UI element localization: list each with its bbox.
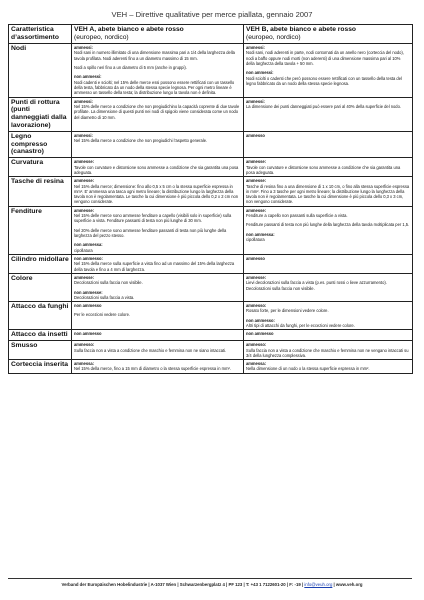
footer-divider	[8, 578, 412, 579]
table-row	[9, 330, 413, 341]
col-header-title: VEH A, abete bianco e abete rosso	[74, 26, 184, 33]
rule-label: ammesse:	[246, 274, 267, 280]
table-row	[9, 254, 413, 273]
row-characteristic: Fenditure	[9, 206, 72, 254]
cell-veh-a	[72, 177, 244, 207]
rule-text: Nel 15% della merce a condizione che non pregiudichi l’aspetto generale.	[74, 138, 208, 144]
col-header-title: Caratteristica d’assortimento	[11, 26, 59, 42]
rule-text: Altri tipi di attacchi da funghi, per le eccezioni vedere colore.	[246, 323, 355, 329]
rule-text: Nodi sani, nodi aderenti in parte, nodi contornati da un anello nero (corteccia del nodo), nodi a baffo oppure nodi morti (non aderenti) di una dimensione massima pari al 10% della larghezza della tavola + 50 mm.	[246, 50, 404, 66]
rule-label: non ammesso:	[74, 255, 103, 261]
rule-label: ammesse:	[74, 159, 95, 165]
cell-veh-a	[72, 302, 244, 330]
row-characteristic: Colore	[9, 273, 72, 301]
col-header-veh-b	[244, 25, 413, 44]
col-header-title: VEH B, abete bianco e abete rosso	[246, 26, 357, 33]
rule-text: Sulla faccia non a vista a condizione che maschio e femmina non ne vengano intaccati su 3/4 della lunghezza complessiva.	[246, 347, 409, 358]
rule-label: ammesso:	[246, 303, 267, 309]
rule-label: non ammesso	[74, 303, 102, 309]
table-row	[9, 302, 413, 330]
cell-veh-a	[72, 360, 244, 374]
rule-text: Nodi sciolti o cadenti che però possono essere rettificati con un tassello della testa del legno fabbricato da un nodo della stessa specie legnosa.	[246, 75, 402, 86]
cell-veh-b	[244, 158, 413, 177]
rule-text: Tasche di resina fino a una dimensione di 1 x 10 cm, o fino alla stessa superficie espressa in mm². Fino a 3 tasche per ogni metro lineare; la distribuzione lungo la lunghezza della tavola non è regolamentata. Le tasche la cui dimensione è più piccola dello 0,3 x 3 cm, non vengono considerate.	[246, 183, 410, 205]
rule-text: Decolorazioni sulla faccia a vista.	[74, 294, 135, 300]
cell-veh-b	[244, 177, 413, 207]
rule-text: La dimensione dei punti danneggiati può essere pari al 40% della superficie del nodo.	[246, 103, 401, 109]
rule-label: ammesse:	[74, 274, 95, 280]
row-characteristic: Curvatura	[9, 158, 72, 177]
rule-label: non ammesso	[246, 331, 274, 337]
cell-veh-b	[244, 131, 413, 157]
cell-veh-a	[72, 131, 244, 157]
rule-label: ammesso:	[74, 342, 95, 348]
rule-label: ammessi:	[74, 132, 93, 138]
table-row	[9, 206, 413, 254]
table-body	[9, 44, 413, 374]
cell-veh-a	[72, 341, 244, 360]
cell-veh-a	[72, 273, 244, 301]
rule-text: Nel 15% della merce sulla superficie a vista fino ad un massimo del 15% della larghezza della tavola e fino a 4 mm di larghezza.	[74, 261, 235, 272]
table-row	[9, 97, 413, 131]
rule-label: ammesso	[246, 255, 265, 261]
cell-veh-b	[244, 97, 413, 131]
col-header-subtitle: (europeo, nordico)	[246, 34, 301, 42]
row-characteristic: Corteccia inserita	[9, 360, 72, 374]
rule-label: ammessa:	[246, 361, 267, 367]
cell-veh-a	[72, 206, 244, 254]
cell-veh-a	[72, 97, 244, 131]
footer-email-link[interactable]: info@veuh.org	[304, 582, 333, 587]
rule-text: Sulla faccia non a vista a condizione che maschio e femmina non ne siano intaccati.	[74, 347, 227, 353]
rule-label: ammesse:	[246, 178, 267, 184]
row-characteristic: Punti di rottura (punti danneggiati dalla lavorazione)	[9, 97, 72, 131]
rule-text: Lievi decolorazioni sulla faccia a vista (p.es. punti rossi o lieve azzurramento). Decolorazioni sulla faccia non visibile.	[246, 280, 387, 291]
rule-text: Nella dimensione di un nodo o la stessa superficie espressa in mm².	[246, 366, 370, 372]
rule-label: non ammessi:	[74, 74, 102, 80]
table-row	[9, 360, 413, 374]
rule-label: ammesso:	[246, 342, 267, 348]
rule-text: Nel 15% delle merce a condizione che non pregiudichino la capacità coprente di due tavole profilate. La dimensione di questi punti nei nodi di spigolo viene considerata come un nodo del diametro di 10 mm.	[74, 103, 240, 120]
rule-text: Tavole con curvature e distorsione sono ammesse a condizione che sia garantita una posa adeguata.	[74, 164, 239, 175]
rule-text: Nodi sani in numero illimitato di una dimensione massima pari a 1/4 della larghezza della tavola profilata. Nodi aderenti fino a un diametro massimo di 15 mm.	[74, 50, 235, 61]
cell-veh-b	[244, 302, 413, 330]
rule-label: non ammesso:	[246, 317, 275, 323]
cell-veh-a	[72, 254, 244, 273]
rule-text: Decolorazioni sulla faccia non visibile.	[74, 280, 143, 286]
rule-label: non ammesse:	[74, 289, 103, 295]
cell-veh-b	[244, 44, 413, 98]
table-row	[9, 131, 413, 157]
rule-label: ammesse:	[246, 159, 267, 165]
rule-text: Rosato forte, per le dimensioni vedere colore.	[246, 308, 329, 314]
rule-text: Nel 15% della merce, fino a 15 mm di diametro o la stessa superficie espressa in mm².	[74, 366, 231, 372]
row-characteristic: Legno compresso (canastro)	[9, 131, 72, 157]
rule-label: ammesse:	[246, 207, 267, 213]
cell-veh-b	[244, 341, 413, 360]
rule-label: ammessa:	[74, 361, 95, 367]
rule-label: ammesse:	[74, 207, 95, 213]
rule-label: ammessi:	[74, 45, 93, 51]
table-row	[9, 44, 413, 98]
cell-veh-b	[244, 330, 413, 341]
table-row	[9, 341, 413, 360]
rule-label: non ammessa:	[74, 242, 103, 248]
rule-text: cipollatura	[74, 247, 93, 253]
rule-label: non ammesso	[74, 331, 102, 337]
rule-label: ammessi:	[74, 98, 93, 104]
rule-text: Nel 15% delle merce sono ammesse fenditure a capello (visibili solo in superficie) sulla superficie a vista. Fenditure passanti di testa non più lunghe di 30 mm.	[74, 213, 232, 224]
footer	[0, 582, 424, 587]
rule-text: Per le eccezioni vedere colore.	[74, 312, 130, 318]
rule-label: ammesso	[246, 132, 265, 138]
rule-text: Nel 15% della merce; dimensione: fino allo 0,5 x 5 cm o la stessa superficie espressa in mm². E’ ammessa una tasca ogni metro lineare; la distribuzione lungo la larghezza della tavola non è regolamentata. Le tasche la cui dimensione è più piccola dello 0,2 x 2 cm non vengono considerate.	[74, 183, 239, 205]
cell-veh-b	[244, 254, 413, 273]
row-characteristic: Attacco da insetti	[9, 330, 72, 341]
row-characteristic: Attacco da funghi	[9, 302, 72, 330]
cell-veh-a	[72, 158, 244, 177]
rule-label: ammessi:	[246, 98, 265, 104]
header-row	[9, 25, 413, 44]
footer-website: | www.veh.org	[332, 582, 363, 587]
cell-veh-b	[244, 273, 413, 301]
cell-veh-b	[244, 206, 413, 254]
quality-table	[8, 24, 413, 374]
rule-text: Tavole con curvature e distorsione sono ammesse a condizione che sia garantita una posa adeguata.	[246, 164, 401, 175]
col-header-subtitle: (europeo, nordico)	[74, 34, 129, 42]
rule-text: Fenditure a capello non passanti sulla superficie a vista.	[246, 213, 348, 219]
rule-label: non ammessa:	[246, 231, 275, 237]
rule-text: Nodi cadenti e sciolti; nel 15% delle merce essi possono essere rettificati con un tassello della testa, fabbricato da un nodo della stessa specie legnosa. Per ogni metro lineare è ammesso un tassello della testa; la distribuzione lungo la tavola non è definita.	[74, 79, 235, 96]
footer-text: Verband der Europäischen Hobelindustrie | A-1037 Wien | Schwarzenbergplatz 4 | PF 123 | T: +43 1 7122601-20 | F: -19 |	[61, 582, 305, 587]
row-characteristic: Tasche di resina	[9, 177, 72, 207]
table-row	[9, 158, 413, 177]
page-title: VEH – Direttive qualitative per merce piallata, gennaio 2007	[111, 10, 313, 19]
table-row	[9, 177, 413, 207]
row-characteristic: Cilindro midollare	[9, 254, 72, 273]
cell-veh-a	[72, 330, 244, 341]
cell-veh-b	[244, 360, 413, 374]
rule-text: cipollatura	[246, 237, 265, 242]
rule-label: ammesse:	[74, 178, 95, 184]
row-characteristic: Smusso	[9, 341, 72, 360]
rule-label: non ammessi:	[246, 70, 274, 76]
rule-text: Nodi a spillo neri fino a un diametro di 5 mm (anche in gruppi).	[74, 65, 187, 70]
rule-label: ammessi:	[246, 45, 265, 51]
cell-veh-a	[72, 44, 244, 98]
rule-text: Nel 20% delle merce sono ammesse fenditure passanti di testa non più lunghe della larghezza del pezzo stesso.	[74, 227, 227, 238]
rule-text: Fenditure passanti di testa non più lunghe della larghezza della tavola moltiplicata per 1,5.	[246, 222, 410, 228]
table-row	[9, 273, 413, 301]
row-characteristic: Nodi	[9, 44, 72, 98]
col-header-veh-a	[72, 25, 244, 44]
col-header-characteristic	[9, 25, 72, 44]
